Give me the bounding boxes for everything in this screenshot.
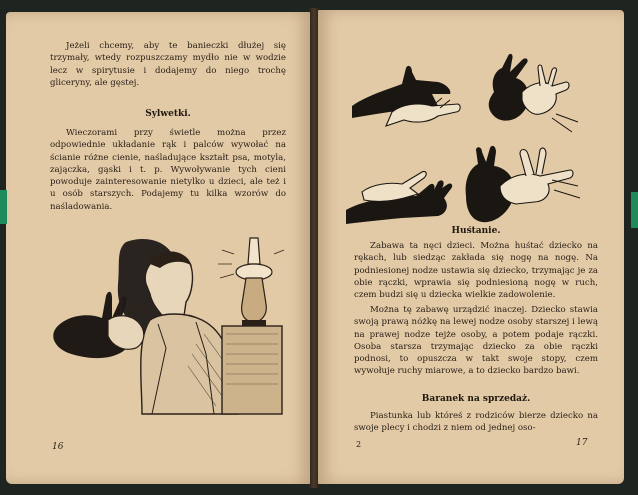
page-number-right: 17 bbox=[576, 438, 588, 448]
green-edge-strip-left bbox=[0, 190, 7, 224]
baranek-paragraph: Piastunka lub któreś z rodziców bierze dziecko na swoje plecy i chodzi z niem od jednej oso- bbox=[354, 411, 598, 434]
signature-mark: 2 bbox=[356, 440, 362, 449]
hustanie-paragraph-2: Można tę zabawę urządzić inaczej. Dziecko stawia swoją prawą nóżkę na lewej nodze osoby starszej i lewą na prawej nodze tejże osoby, a potem podaje rączki. Osoba starsza trzymając dziecko za obie rączki podnosi, to opuszcza w takt swoje stopy, czem wywołuje ruchy miarowe, a to dziecko bardzo bawi. bbox=[354, 305, 598, 377]
green-edge-strip-right bbox=[631, 192, 638, 228]
hand-shadow-dog-figure bbox=[346, 60, 466, 132]
sylwetki-paragraph: Wieczorami przy świetle można przez odpowiednie układanie rąk i palców wywołać na ścianie różne cienie, naśladujące kształt psa, motyla, zajączka, gąski i t. p. Wywoływanie tych cieni powoduje zainteresowanie nietylko u dzieci, ale też i u osób starszych. Podajemy tu kilka wzorów do naśladowania. bbox=[50, 128, 286, 212]
shadow-play-illustration bbox=[46, 224, 286, 420]
section-heading-sylwetki: Sylwetki. bbox=[145, 109, 191, 119]
right-page bbox=[318, 10, 624, 484]
section-heading-baranek: Baranek na sprzedaż. bbox=[421, 394, 531, 404]
hustanie-paragraph-1: Zabawa ta nęci dzieci. Można huśtać dziecko na rękach, lub siedząc zakłada się nogę na nogę. Na podniesionej nodze ustawia się dziecko, trzymając je za obie rączki, wprawia się podniesioną nogę w ruch, czem budzi się u dziecka wielkie zadowolenie. bbox=[354, 241, 598, 301]
left-page bbox=[6, 12, 310, 484]
section-heading-hustanie: Huśtanie. bbox=[451, 226, 501, 236]
hand-shadow-goose-figure bbox=[342, 152, 462, 230]
hand-shadow-dog-head-figure bbox=[456, 140, 586, 230]
page-number-left: 16 bbox=[52, 442, 64, 452]
intro-paragraph: Jeżeli chcemy, aby te banieczki dłużej się trzymały, wtedy rozpuszczamy mydło nie w wodzie lecz w spirytusie i dodajemy do niego trochę gliceryny, ale gęstej. bbox=[50, 41, 286, 88]
hand-shadow-rabbit-figure bbox=[478, 52, 588, 142]
